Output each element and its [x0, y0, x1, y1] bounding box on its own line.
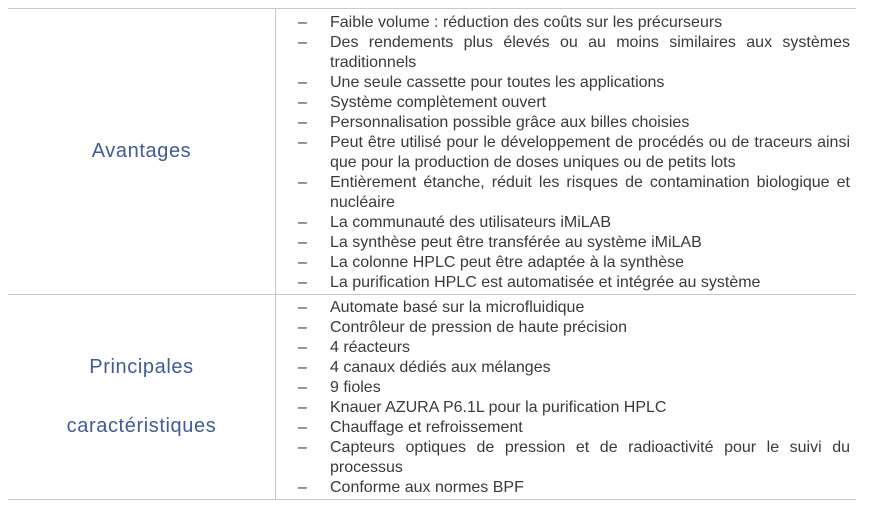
list-item: – La purification HPLC est automatisée et intégrée au système [298, 274, 761, 291]
dash-bullet: – [298, 34, 307, 51]
list-item: – La synthèse peut être transférée au système iMiLAB [298, 234, 702, 251]
list-item: – La colonne HPLC peut être adaptée à la synthèse [298, 254, 685, 271]
list-item: – 9 fioles [298, 379, 381, 396]
characteristics-content-cell [276, 295, 856, 499]
list-item: – Chauffage et refroissement [298, 419, 523, 436]
list-item: – La communauté des utilisateurs iMiLAB [298, 214, 612, 231]
dash-bullet: – [298, 254, 307, 271]
list-item: – Faible volume : réduction des coûts sur les précurseurs [298, 14, 723, 31]
dash-bullet: – [298, 359, 307, 376]
dash-bullet: – [298, 234, 307, 251]
dash-bullet: – [298, 299, 307, 316]
dash-bullet: – [298, 114, 307, 131]
features-table [8, 8, 856, 500]
list-item: – Contrôleur de pression de haute précision [298, 319, 628, 336]
dash-bullet: – [298, 339, 307, 356]
list-item: – Entièrement étanche, réduit les risques de contamination biologique et nucléaire [298, 174, 850, 211]
list-item: – Personnalisation possible grâce aux billes choisies [298, 114, 690, 131]
list-item: – Conforme aux normes BPF [298, 479, 524, 496]
dash-bullet: – [298, 439, 307, 456]
characteristics-label-cell [8, 295, 276, 499]
list-item: – Automate basé sur la microfluidique [298, 299, 585, 316]
dash-bullet: – [298, 379, 307, 396]
advantages-label-cell [8, 9, 276, 294]
characteristics-row [8, 295, 856, 500]
dash-bullet: – [298, 94, 307, 111]
dash-bullet: – [298, 74, 307, 91]
list-item: – Capteurs optiques de pression et de radioactivité pour le suivi du processus [298, 439, 850, 476]
dash-bullet: – [298, 399, 307, 416]
dash-bullet: – [298, 14, 307, 31]
advantages-label: Avantages [91, 140, 192, 162]
advantages-row [8, 9, 856, 295]
characteristics-label-line2: caractéristiques [66, 415, 217, 437]
advantages-content-cell [276, 9, 856, 294]
list-item: – 4 canaux dédiés aux mélanges [298, 359, 551, 376]
list-item: – Des rendements plus élevés ou au moins similaires aux systèmes traditionnels [298, 34, 850, 71]
dash-bullet: – [298, 134, 307, 151]
characteristics-list [276, 298, 856, 498]
list-item: – Peut être utilisé pour le développement de procédés ou de traceurs ainsi que pour la production de doses uniques ou de petits lots [298, 134, 850, 171]
dash-bullet: – [298, 419, 307, 436]
list-item: – Système complètement ouvert [298, 94, 547, 111]
dash-bullet: – [298, 274, 307, 291]
dash-bullet: – [298, 214, 307, 231]
list-item: – 4 réacteurs [298, 339, 411, 356]
dash-bullet: – [298, 319, 307, 336]
dash-bullet: – [298, 174, 307, 191]
dash-bullet: – [298, 479, 307, 496]
characteristics-label-line1: Principales [89, 356, 194, 378]
advantages-list [276, 13, 856, 293]
list-item: – Une seule cassette pour toutes les applications [298, 74, 665, 91]
list-item: – Knauer AZURA P6.1L pour la purification HPLC [298, 399, 667, 416]
